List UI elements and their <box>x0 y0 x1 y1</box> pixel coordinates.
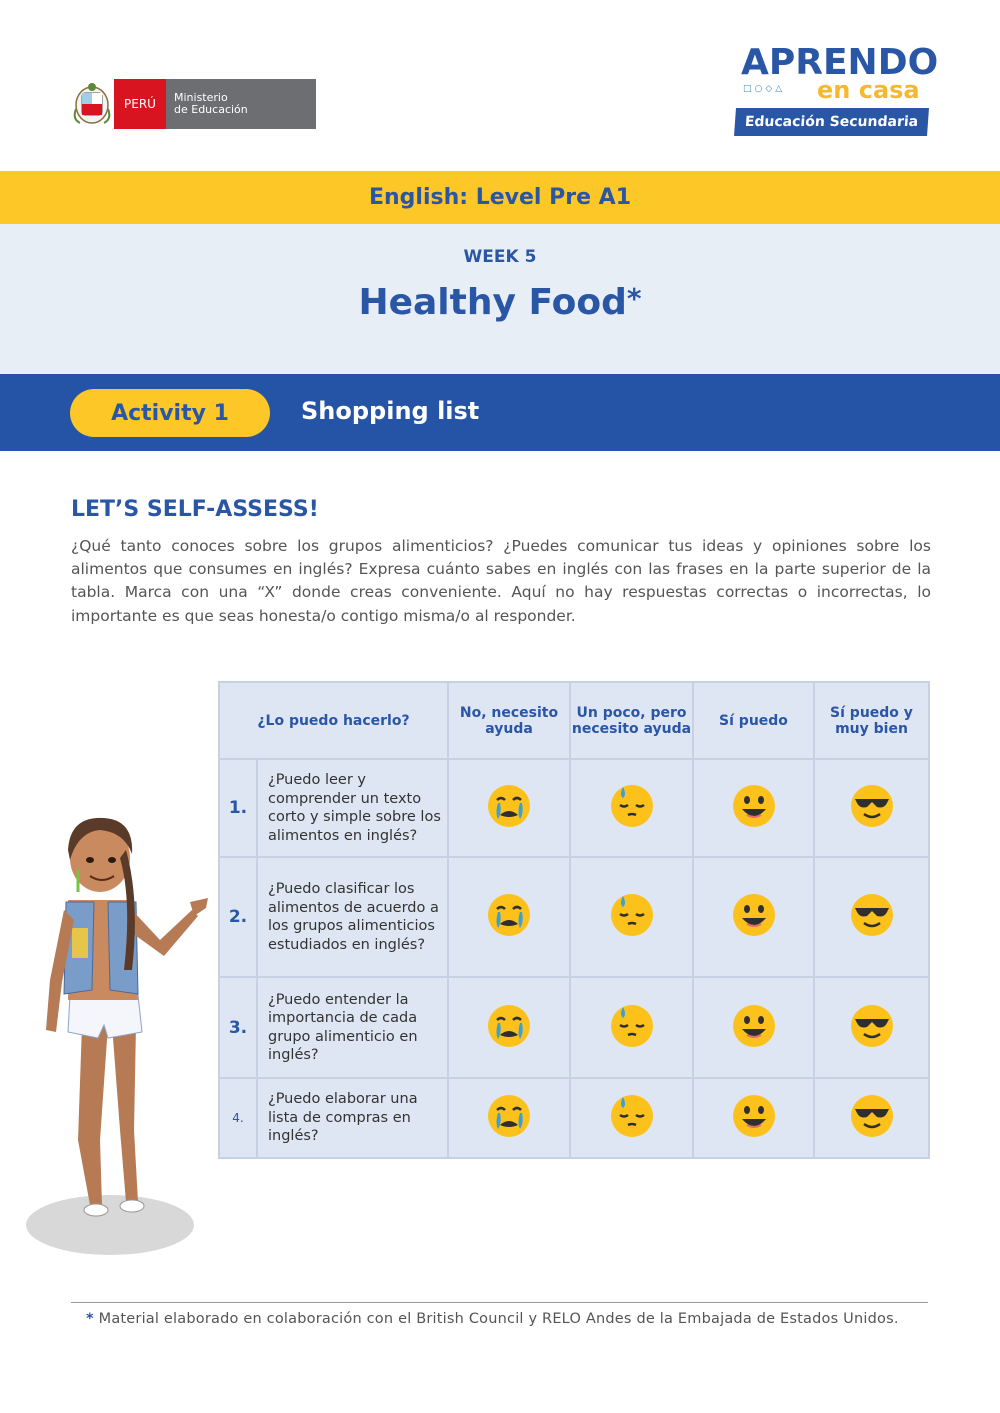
smiling-face-icon <box>731 1034 777 1053</box>
course-level: English: Level Pre A1 <box>0 171 1000 224</box>
sunglasses-face-icon <box>849 814 895 833</box>
ministry-line-2: de Educación <box>174 103 248 116</box>
smiling-face-icon <box>731 814 777 833</box>
smiling-face-icon <box>731 1124 777 1143</box>
aprendo-en-casa-logo <box>735 42 939 138</box>
cell-yes-i-can[interactable] <box>693 857 814 977</box>
activity-title: Shopping list <box>301 397 480 425</box>
crying-face-icon <box>486 1124 532 1143</box>
footnote-text: Material elaborado en colaboración con el British Council y RELO Andes de la Embajada de Estados Unidos. <box>98 1311 899 1327</box>
cell-yes-i-can[interactable] <box>693 759 814 857</box>
coat-of-arms-icon <box>70 79 114 129</box>
ministry-line-1: Ministerio <box>174 91 228 104</box>
sweat-face-icon <box>609 814 655 833</box>
cell-need-help[interactable] <box>448 857 570 977</box>
table-header-row <box>219 682 929 759</box>
row-question: ¿Puedo clasificar los alimentos de acuerdo a los grupos alimenticios estudiados en inglés? <box>257 857 448 977</box>
peru-label: PERÚ <box>114 79 166 129</box>
row-question: ¿Puedo elaborar una lista de compras en inglés? <box>257 1078 448 1158</box>
cell-very-well[interactable] <box>814 1078 929 1158</box>
sweat-face-icon <box>609 1124 655 1143</box>
ministry-name <box>166 79 316 129</box>
cell-very-well[interactable] <box>814 857 929 977</box>
cell-yes-i-can[interactable] <box>693 1078 814 1158</box>
page-title-text: Healthy Food <box>358 282 627 323</box>
footnote-divider <box>71 1302 928 1303</box>
footnote-mark: * <box>86 1311 94 1327</box>
header-very-well: Sí puedo y muy bien <box>814 682 929 759</box>
page-title <box>0 282 1000 323</box>
intro-paragraph: ¿Qué tanto conoces sobre los grupos alimenticios? ¿Puedes comunicar tus ideas y opiniones sobre los alimentos que consumes en inglés? Expresa cuánto sabes en inglés con las frases en la parte superior de la tabla. Marca con una “X” donde creas conveniente. Aquí no hay respuestas correctas o incorrectas, lo importante es que seas honesta/o contigo misma/o al responder. <box>71 537 931 625</box>
crying-face-icon <box>486 814 532 833</box>
table-row <box>219 1078 929 1158</box>
crying-face-icon <box>486 923 532 942</box>
sweat-face-icon <box>609 1034 655 1053</box>
cell-a-little[interactable] <box>570 977 693 1078</box>
girl-illustration <box>20 810 220 1260</box>
header-a-little: Un poco, pero necesito ayuda <box>570 682 693 759</box>
cell-a-little[interactable] <box>570 857 693 977</box>
week-label: WEEK 5 <box>463 247 537 267</box>
cell-a-little[interactable] <box>570 759 693 857</box>
brand-shapes-icon: □○◇△ <box>743 84 786 94</box>
row-question: ¿Puedo leer y comprender un texto corto y simple sobre los alimentos en inglés? <box>257 759 448 857</box>
cell-a-little[interactable] <box>570 1078 693 1158</box>
brand-word-en-casa: en casa <box>817 76 920 104</box>
row-number: 4. <box>219 1078 257 1158</box>
cell-very-well[interactable] <box>814 977 929 1078</box>
sunglasses-face-icon <box>849 923 895 942</box>
cell-need-help[interactable] <box>448 759 570 857</box>
cell-very-well[interactable] <box>814 759 929 857</box>
section-heading: LET’S SELF-ASSESS! <box>71 497 319 522</box>
cell-need-help[interactable] <box>448 977 570 1078</box>
ministry-logo <box>70 79 316 129</box>
row-number: 3. <box>219 977 257 1078</box>
cell-yes-i-can[interactable] <box>693 977 814 1078</box>
header-yes-i-can: Sí puedo <box>693 682 814 759</box>
smiling-face-icon <box>731 923 777 942</box>
brand-word-aprendo: APRENDO <box>741 42 939 83</box>
row-number: 2. <box>219 857 257 977</box>
sweat-face-icon <box>609 923 655 942</box>
table-row <box>219 759 929 857</box>
brand-level: Educación Secundaria <box>734 108 929 136</box>
row-number: 1. <box>219 759 257 857</box>
header-can-i: ¿Lo puedo hacerlo? <box>219 682 448 759</box>
cell-need-help[interactable] <box>448 1078 570 1158</box>
table-row <box>219 977 929 1078</box>
header-need-help: No, necesito ayuda <box>448 682 570 759</box>
sunglasses-face-icon <box>849 1124 895 1143</box>
self-assessment-table <box>218 681 930 1159</box>
table-row <box>219 857 929 977</box>
sunglasses-face-icon <box>849 1034 895 1053</box>
activity-badge: Activity 1 <box>70 389 270 437</box>
crying-face-icon <box>486 1034 532 1053</box>
row-question: ¿Puedo entender la importancia de cada grupo alimenticio en inglés? <box>257 977 448 1078</box>
footnote <box>86 1311 899 1327</box>
title-footnote-mark: * <box>626 282 642 315</box>
